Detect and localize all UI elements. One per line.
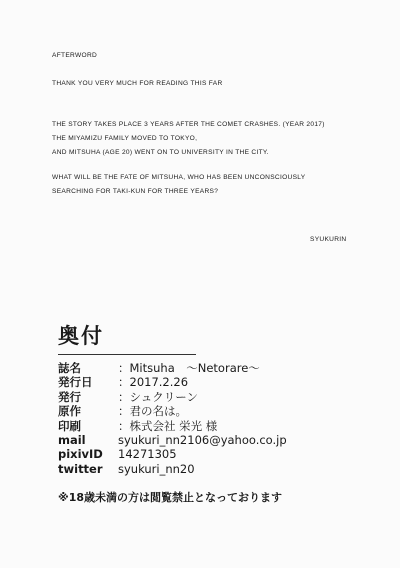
info-row-original (58, 404, 287, 418)
info-label: mail (58, 433, 86, 448)
story-line-3: AND MITSUHA (AGE 20) WENT ON TO UNIVERSITY IN THE CITY. (52, 149, 269, 156)
info-row-title (58, 361, 287, 375)
colophon-section (58, 320, 287, 505)
age-restriction-notice: ※18歳未満の方は閲覧禁止となっております (58, 491, 283, 505)
info-label: 誌名 (58, 361, 81, 375)
info-value: ：君の名は。 (118, 404, 187, 419)
info-label: 印刷 (58, 418, 81, 433)
info-label: 原作 (58, 404, 81, 419)
question-line-2: SEARCHING FOR TAKI-KUN FOR THREE YEARS? (52, 188, 219, 195)
info-row-pixiv (58, 447, 287, 461)
info-value: ：2017.2.26 (118, 375, 189, 390)
question-line-1: WHAT WILL BE THE FATE OF MITSUHA, WHO HAS BEEN UNCONSCIOUSLY (52, 174, 306, 181)
info-value: 14271305 (118, 447, 177, 462)
info-value: ：Mitsuha 〜Netorare〜 (118, 361, 260, 375)
afterword-thanks: THANK YOU VERY MUCH FOR READING THIS FAR (52, 80, 223, 87)
info-value: syukuri_nn2106@yahoo.co.jp (118, 433, 287, 448)
info-value: syukuri_nn20 (118, 461, 195, 476)
afterword-heading: AFTERWORD (52, 52, 98, 59)
story-line-1: THE STORY TAKES PLACE 3 YEARS AFTER THE COMET CRASHES. (YEAR 2017) (52, 121, 325, 128)
info-value: ：株式会社 栄光 様 (118, 418, 218, 433)
author-signature: SYUKURIN (310, 236, 347, 243)
info-label: pixivID (58, 447, 103, 462)
info-row-printer (58, 419, 287, 433)
colophon-title: 奥付 (58, 324, 104, 348)
info-value: ：シュクリーン (118, 389, 199, 404)
info-label: 発行日 (58, 375, 93, 390)
info-row-mail (58, 433, 287, 447)
info-row-date (58, 375, 287, 389)
info-row-twitter (58, 462, 287, 476)
colophon-divider (58, 354, 196, 355)
info-label: 発行 (58, 389, 81, 404)
info-row-publisher (58, 390, 287, 404)
info-label: twitter (58, 461, 103, 476)
story-line-2: THE MIYAMIZU FAMILY MOVED TO TOKYO, (52, 135, 198, 142)
